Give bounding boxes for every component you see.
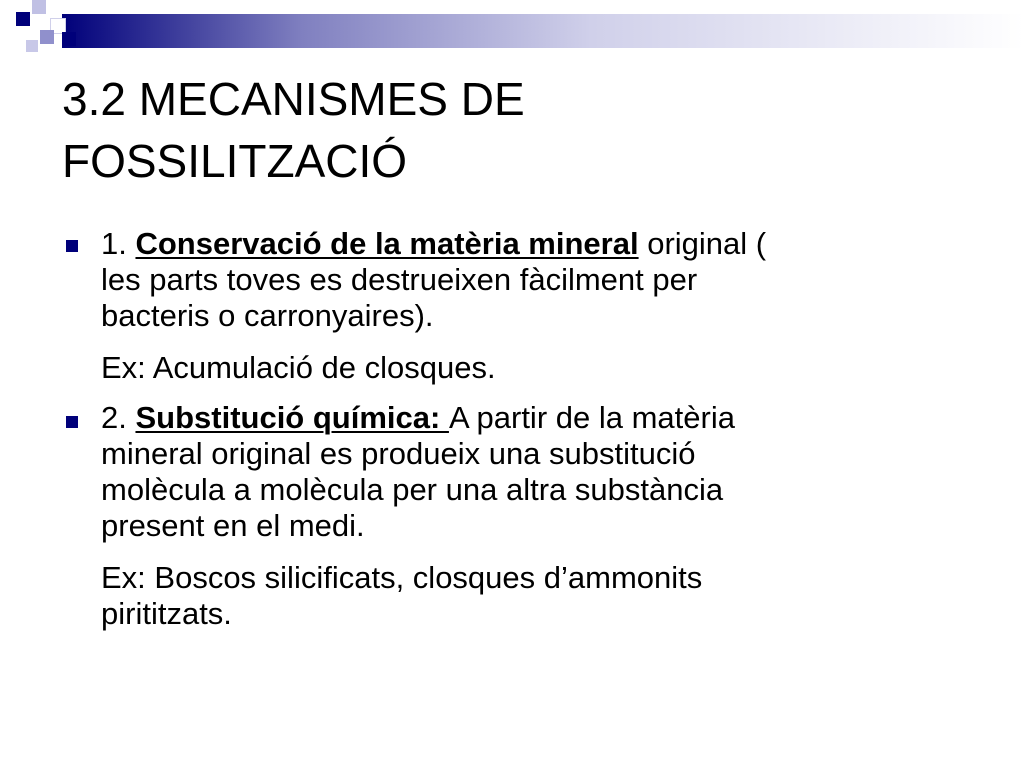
bullet-1-line-1 <box>101 226 766 262</box>
decor-square <box>62 32 76 46</box>
slide-title-line-2: FOSSILITZACIÓ <box>62 135 408 187</box>
bullet-2-rest: A partir de la matèria <box>448 400 735 435</box>
bullet-2-prefix: 2. <box>101 400 136 435</box>
header-gradient-band <box>62 14 1024 48</box>
bullet-marker <box>66 240 78 252</box>
bullet-2-example-line-1: Ex: Boscos silicificats, closques d’ammonits <box>101 560 703 595</box>
bullet-1-line-2: les parts toves es destrueixen fàcilment per <box>101 262 698 297</box>
bullet-2-term: Substitució química: <box>135 400 449 435</box>
decor-square <box>32 0 46 14</box>
decorative-header <box>0 0 1024 60</box>
bullet-2-example-line-2: pirititzats. <box>101 596 232 631</box>
slide-title-line-1: 3.2 MECANISMES DE <box>62 73 525 125</box>
decor-square <box>16 12 30 26</box>
bullet-1-prefix: 1. <box>101 226 136 261</box>
bullet-1-rest: original ( <box>638 226 767 261</box>
bullet-1-line-3: bacteris o carronyaires). <box>101 298 434 333</box>
bullet-2-line-4: present en el medi. <box>101 508 365 543</box>
bullet-2-line-2: mineral original es produeix una substitució <box>101 436 696 471</box>
bullet-2-line-3: molècula a molècula per una altra substància <box>101 472 724 507</box>
bullet-1-term: Conservació de la matèria mineral <box>135 226 639 261</box>
decor-square <box>40 30 54 44</box>
bullet-2-line-1 <box>101 400 735 436</box>
decor-square <box>26 40 38 52</box>
bullet-1-example: Ex: Acumulació de closques. <box>101 350 496 385</box>
bullet-marker <box>66 416 78 428</box>
